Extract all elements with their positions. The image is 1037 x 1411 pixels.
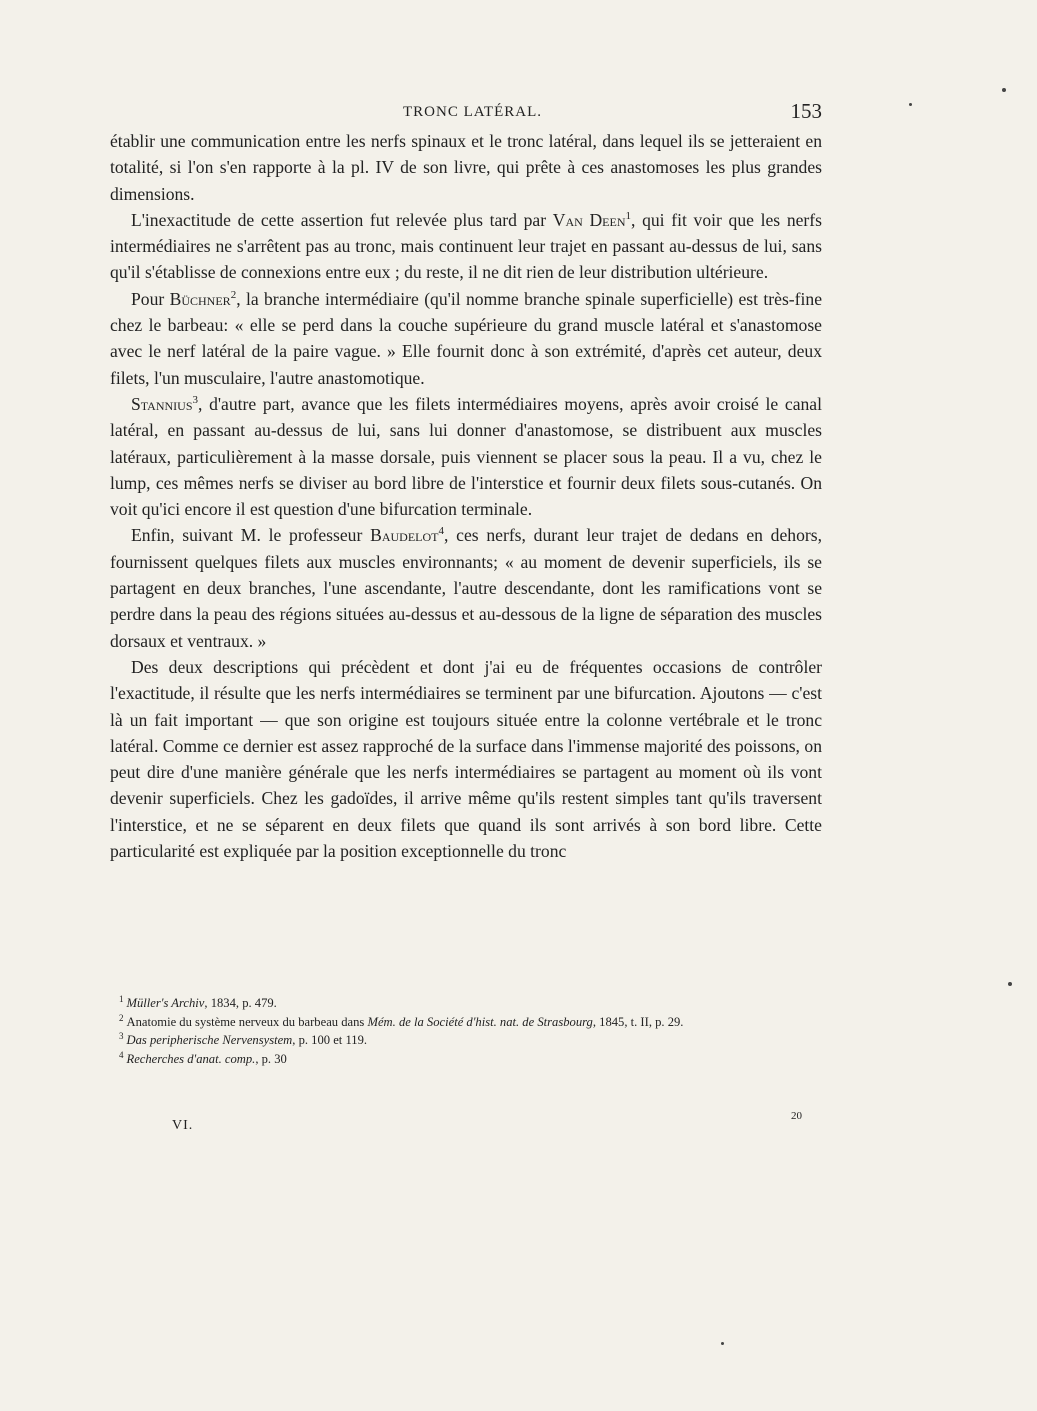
sheet-number: 20	[791, 1110, 802, 1122]
footnote-3-title: Das peripherische Nervensystem	[126, 1033, 293, 1048]
footnote-1-title: Müller's Archiv	[126, 996, 205, 1010]
footnote-2-rest: , 1845, t. II, p. 29.	[592, 1014, 684, 1029]
paragraph-1-text: établir une communication entre les nerfs spinaux et le tronc latéral, dans lequel ils se jetteraient en totalité, si l'on s'en rapporte à la pl. IV de son livre, qui prête à ces anastomoses les plus grandes dimensions.	[110, 131, 822, 204]
paragraph-6	[110, 654, 822, 864]
author-baudelot: Baudelot	[370, 525, 439, 546]
author-buchner: Büchner	[169, 288, 231, 309]
paragraph-6-text: Des deux descriptions qui précèdent et dont j'ai eu de fréquentes occasions de contrôler l'exactitude, il résulte que les nerfs intermédiaires se terminent par une bifurcation. Ajoutons — c'est là un fait important — que son origine est toujours située entre la colonne vertébrale et le tronc latéral. Comme ce dernier est assez rapproché de la surface dans l'immense majorité des poissons, on peut dire d'une manière générale que les nerfs intermédiaires se partagent au moment où ils vont devenir superficiels. Chez les gadoïdes, il arrive même qu'ils restent simples tant qu'ils traversent l'interstice, et ne se séparent en deux filets que quand ils sont arrivés à son bord libre. Cette particularité est expliquée par la position exceptionnelle du tronc	[110, 656, 822, 862]
footnote-ref-3[interactable]: 3	[192, 394, 198, 407]
running-title: TRONC LATÉRAL.	[403, 104, 542, 120]
scan-speck	[1008, 982, 1012, 986]
footnote-3-rest: , p. 100 et 119.	[292, 1033, 368, 1048]
paragraph-2-text-a: L'inexactitude de cette assertion fut relevée plus tard par	[131, 209, 553, 230]
paragraph-5-text-a: Enfin, suivant M. le professeur	[131, 525, 371, 546]
footnote-2-pre: Anatomie du système nerveux du barbeau dans	[126, 1014, 368, 1029]
footnote-4-mark: 4	[119, 1049, 124, 1060]
paragraph-2	[110, 207, 822, 286]
footnote-1	[110, 994, 822, 1013]
signature-mark: VI.	[172, 1118, 194, 1133]
scan-speck	[721, 1342, 724, 1345]
footnote-4-rest: , p. 30	[255, 1052, 287, 1067]
scan-speck	[1002, 88, 1006, 92]
footnote-1-mark: 1	[119, 993, 124, 1004]
page-number: 153	[790, 99, 822, 123]
paragraph-1	[110, 128, 822, 207]
footnote-ref-2[interactable]: 2	[230, 288, 237, 301]
footnote-3-mark: 3	[119, 1031, 124, 1042]
footnote-ref-1[interactable]: 1	[625, 210, 631, 223]
footnote-ref-4[interactable]: 4	[438, 525, 444, 538]
footnote-2	[110, 1013, 822, 1032]
footnote-3	[110, 1031, 822, 1050]
paragraph-5-text-b: , ces nerfs, durant leur trajet de dedans en dehors, fournissent quelques filets aux muscles environnants; « au moment de devenir superficiels, ils se partagent en deux branches, l'une ascendante, l'autre descendante, dont les ramifications vont se perdre dans la peau des régions situées au-dessus et au-dessous de la ligne de séparation des muscles dorsaux et ventraux. »	[110, 525, 822, 651]
paragraph-5	[110, 522, 822, 653]
footnote-2-mark: 2	[119, 1012, 124, 1023]
footnote-4	[110, 1050, 822, 1069]
paragraph-3	[110, 286, 822, 391]
paragraph-4-text: , d'autre part, avance que les filets intermédiaires moyens, après avoir croisé le canal latéral, en passant au-dessus de lui, sans lui donner d'anastomose, se distribuent aux muscles latéraux, particulièrement à la masse dorsale, puis viennent se placer sous la peau. Il a vu, chez le lump, ces mêmes nerfs se diviser au bord libre de l'interstice et fournir deux filets sous-cutanés. On voit qu'ici encore il est question d'une bifurcation terminale.	[110, 393, 822, 520]
paragraph-3-text-b: , la branche intermédiaire (qu'il nomme branche spinale superficielle) est très-fine chez le barbeau: « elle se perd dans la couche supérieure du grand muscle latéral et s'anastomose avec le nerf latéral de la paire vague. » Elle fournit donc à son extrémité, d'après cet auteur, deux filets, l'un musculaire, l'autre anastomotique.	[110, 288, 823, 388]
footnote-1-rest: , 1834, p. 479.	[204, 996, 277, 1010]
running-head	[110, 99, 822, 126]
paragraph-3-text-a: Pour	[131, 288, 170, 309]
body-text	[110, 128, 822, 864]
author-van-deen: Van Deen	[552, 209, 626, 230]
footnote-4-title: Recherches d'anat. comp.	[126, 1052, 256, 1067]
footnotes	[110, 994, 822, 1069]
author-stannius: Stannius	[131, 393, 193, 414]
footnote-2-title: Mém. de la Société d'hist. nat. de Strasbourg	[367, 1014, 593, 1029]
scan-speck	[909, 103, 912, 106]
paragraph-2-text-b: , qui fit voir que les nerfs intermédiaires ne s'arrêtent pas au tronc, mais continuent leur trajet en passant au-dessus de lui, sans qu'il s'établisse de connexions entre eux ; du reste, il ne dit rien de leur distribution ultérieure.	[110, 209, 822, 283]
paragraph-4	[110, 391, 822, 522]
